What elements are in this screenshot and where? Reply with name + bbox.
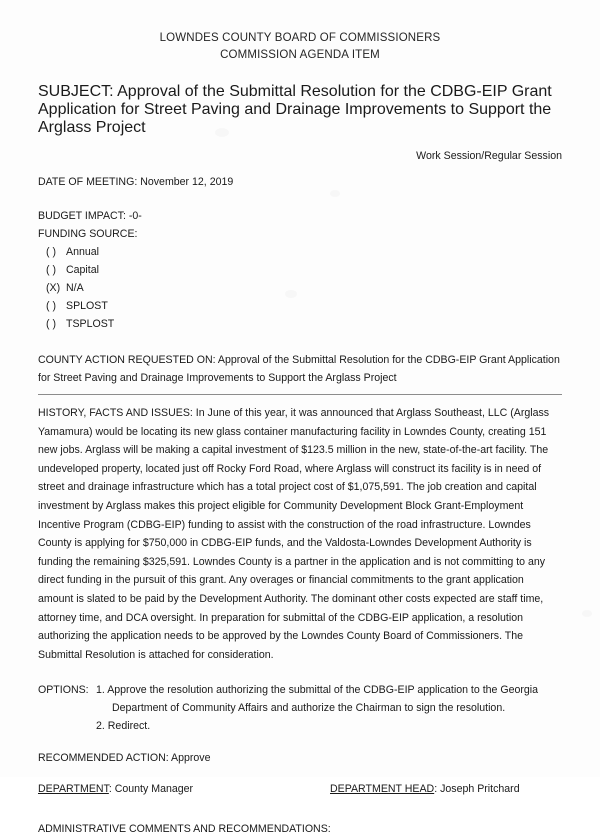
- department-head-label: DEPARTMENT HEAD: [330, 783, 435, 796]
- department-label: DEPARTMENT: [38, 783, 109, 796]
- checkbox-na[interactable]: (X): [46, 282, 61, 294]
- options-label: OPTIONS:: [38, 684, 89, 697]
- date-of-meeting: DATE OF MEETING: November 12, 2019: [38, 176, 234, 188]
- checkbox-capital[interactable]: ( ): [46, 264, 56, 276]
- section-divider: [38, 394, 562, 395]
- checkbox-splost[interactable]: ( ): [46, 300, 56, 312]
- funding-option-annual[interactable]: [38, 243, 562, 261]
- funding-option-tsplost[interactable]: [38, 315, 562, 333]
- funding-source-label: FUNDING SOURCE:: [38, 228, 138, 240]
- session-note: Work Session/Regular Session: [416, 150, 562, 162]
- funding-option-splost[interactable]: [38, 297, 562, 315]
- county-action-line-1: COUNTY ACTION REQUESTED ON: Approval of the Submittal Resolution for the CDBG-EIP Grant Application: [38, 354, 560, 366]
- header-line-2: COMMISSION AGENDA ITEM: [220, 49, 380, 61]
- budget-impact: BUDGET IMPACT: -0-: [38, 210, 142, 222]
- option-2: 2. Redirect.: [96, 720, 151, 733]
- subject-line-2: Application for Street Paving and Drainage Improvements to Support the: [38, 101, 552, 118]
- funding-option-na[interactable]: [38, 279, 562, 297]
- funding-option-splost-label: SPLOST: [66, 300, 108, 312]
- funding-option-na-label: N/A: [66, 282, 84, 294]
- funding-option-capital-label: Capital: [66, 264, 99, 276]
- department-head-value: : Joseph Pritchard: [434, 783, 520, 796]
- options-section: [38, 681, 562, 735]
- funding-option-annual-label: Annual: [66, 246, 99, 258]
- subject-line-1: SUBJECT: Approval of the Submittal Resolution for the CDBG-EIP Grant: [38, 83, 552, 100]
- history-facts-issues: HISTORY, FACTS AND ISSUES: In June of this year, it was announced that Arglass Southeast, LLC (Arglass Yamamura) would be locating its new glass container manufacturing facility in Lowndes County, creating 151 new jobs. Arglass will be making a capital investment of $123.5 million in the new, state-of-the-art facility. The undeveloped property, located just off Rocky Ford Road, where Arglass will construct its facility is in need of street and drainage infrastructure which has a total project cost of $1,075,591. The job creation and capital investment by Arglass makes this project eligible for Community Development Block Grant-Employment Incentive Program (CDBG-EIP) funding to assist with the construction of the road infrastructure. Lowndes County is applying for $750,000 in CDBG-EIP funds, and the Valdosta-Lowndes Development Authority is funding the remaining $325,591. Lowndes County is a partner in the application and is not committing to any direct funding in the pursuit of this grant. Any overages or financial commitments to the grant application amount is slated to be paid by the Development Authority. The dominant other costs expected are staff time, attorney time, and DCA oversight. In preparation for submittal of the CDBG-EIP application, a resolution authorizing the application needs to be approved by the Lowndes County Board of Commissioners. The Submittal Resolution is attached for consideration.: [38, 407, 550, 661]
- county-action-requested: [38, 352, 562, 387]
- document-header: [38, 30, 562, 64]
- checkbox-tsplost[interactable]: ( ): [46, 318, 56, 330]
- options-body: [96, 681, 556, 735]
- department-row: [38, 783, 562, 801]
- option-1-line-1: 1. Approve the resolution authorizing the submittal of the CDBG-EIP application to the Georgia: [96, 684, 539, 697]
- funding-option-capital[interactable]: [38, 261, 562, 279]
- subject-line-3: Arglass Project: [38, 119, 146, 136]
- option-1-line-2: Department of Community Affairs and authorize the Chairman to sign the resolution.: [112, 702, 506, 715]
- recommended-action: RECOMMENDED ACTION: Approve: [38, 752, 211, 765]
- administrative-comments-label: ADMINISTRATIVE COMMENTS AND RECOMMENDATIONS:: [38, 823, 331, 835]
- header-line-1: LOWNDES COUNTY BOARD OF COMMISSIONERS: [159, 32, 441, 44]
- department-value: : County Manager: [108, 783, 194, 796]
- budget-block: [38, 207, 562, 333]
- document-body: [38, 0, 562, 835]
- scan-artifact: [582, 610, 592, 617]
- checkbox-annual[interactable]: ( ): [46, 246, 56, 258]
- subject-block: [38, 83, 562, 137]
- department-field: [38, 783, 193, 795]
- department-head-field: [330, 783, 520, 795]
- funding-option-tsplost-label: TSPLOST: [66, 318, 115, 330]
- county-action-line-2: for Street Paving and Drainage Improvements to Support the Arglass Project: [38, 371, 397, 384]
